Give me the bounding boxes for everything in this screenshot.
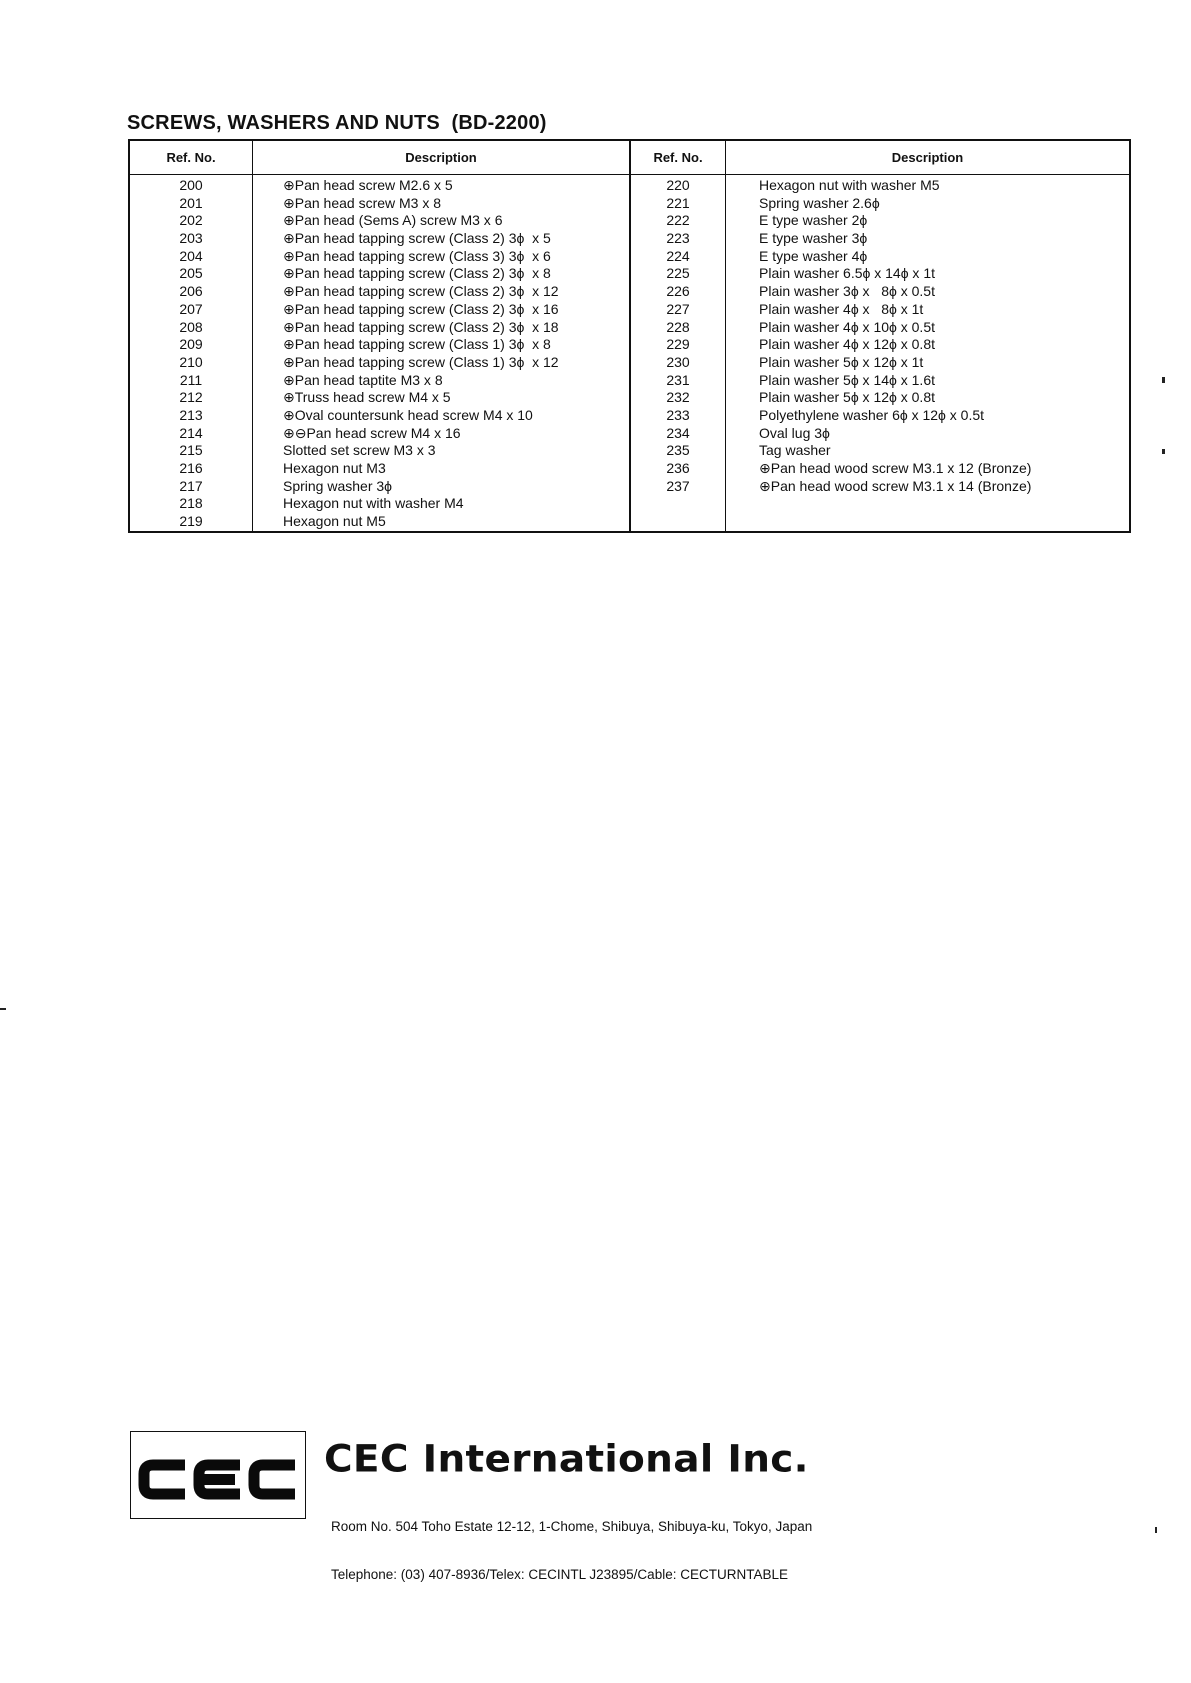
table-row: 203 <box>179 230 203 247</box>
table-row: ⊕Pan head taptite M3 x 8 <box>283 371 443 388</box>
table-row: 236 <box>666 460 690 476</box>
table-row: 205 <box>179 265 203 282</box>
table-row: 223 <box>666 230 690 247</box>
table-row: Slotted set screw M3 x 3 <box>283 442 436 459</box>
table-row: ⊕Truss head screw M4 x 5 <box>283 389 451 406</box>
table-row: ⊕⊖Pan head screw M4 x 16 <box>283 424 461 441</box>
table-row: 232 <box>666 389 690 406</box>
table-row: Plain washer 5ϕ x 14ϕ x 1.6t <box>759 371 935 388</box>
ref-no-header-right: Ref. No. <box>631 141 725 175</box>
table-row: Plain washer 5ϕ x 12ϕ x 0.8t <box>759 389 935 406</box>
table-row: 214 <box>179 424 203 441</box>
scan-speck <box>1162 449 1165 454</box>
table-row: 211 <box>179 371 203 388</box>
table-row: E type washer 3ϕ <box>759 230 868 247</box>
table-row: ⊕Pan head wood screw M3.1 x 12 (Bronze) <box>759 460 1032 476</box>
description-column-left <box>253 141 631 531</box>
table-row: ⊕Pan head tapping screw (Class 1) 3ϕ x 12 <box>283 353 559 370</box>
scan-speck <box>1155 1527 1157 1533</box>
description-list-left <box>253 175 629 531</box>
cec-logo-icon <box>131 1432 304 1517</box>
cec-logo <box>130 1431 306 1519</box>
table-row: 220 <box>666 177 690 193</box>
table-row: 200 <box>179 177 203 193</box>
table-row: 215 <box>179 442 203 459</box>
ref-no-header-left: Ref. No. <box>130 141 252 175</box>
table-row: ⊕Pan head tapping screw (Class 2) 3ϕ x 5 <box>283 230 551 247</box>
page-title: SCREWS, WASHERS AND NUTS (BD-2200) <box>127 112 547 134</box>
table-row: ⊕Pan head wood screw M3.1 x 14 (Bronze) <box>759 477 1032 494</box>
table-row: ⊕Pan head tapping screw (Class 2) 3ϕ x 16 <box>283 300 559 317</box>
table-row: E type washer 4ϕ <box>759 247 868 264</box>
table-row: Plain washer 6.5ϕ x 14ϕ x 1t <box>759 265 935 282</box>
table-row: Plain washer 4ϕ x 10ϕ x 0.5t <box>759 318 935 335</box>
table-row: 227 <box>666 300 690 317</box>
table-row: Polyethylene washer 6ϕ x 12ϕ x 0.5t <box>759 406 985 423</box>
table-row: 206 <box>179 283 203 300</box>
table-row: 201 <box>179 194 203 211</box>
table-row: 235 <box>666 442 690 459</box>
ref-no-list-right <box>631 175 725 495</box>
table-row: 202 <box>179 212 203 229</box>
table-row: Plain washer 4ϕ x 12ϕ x 0.8t <box>759 336 935 353</box>
table-row: 207 <box>179 300 203 317</box>
table-row: Plain washer 3ϕ x 8ϕ x 0.5t <box>759 283 935 300</box>
table-row: Spring washer 3ϕ <box>283 477 393 494</box>
table-row: 224 <box>666 247 690 264</box>
table-row: 218 <box>179 495 203 512</box>
table-row: Spring washer 2.6ϕ <box>759 194 880 211</box>
table-row: 237 <box>666 477 690 494</box>
table-row: Plain washer 4ϕ x 8ϕ x 1t <box>759 300 924 317</box>
description-list-right <box>726 175 1129 495</box>
table-row: Hexagon nut with washer M5 <box>759 177 940 193</box>
table-row: 209 <box>179 336 203 353</box>
ref-no-column-left <box>130 141 253 531</box>
table-row: 219 <box>179 513 203 530</box>
table-row: 216 <box>179 460 203 476</box>
table-row: 229 <box>666 336 690 353</box>
table-row: Hexagon nut M5 <box>283 513 386 530</box>
description-header-left: Description <box>253 141 629 175</box>
company-address <box>331 1487 812 1599</box>
table-row: Hexagon nut M3 <box>283 460 386 476</box>
table-row: E type washer 2ϕ <box>759 212 868 229</box>
table-row: 222 <box>666 212 690 229</box>
table-row: 231 <box>666 371 690 388</box>
table-row: 213 <box>179 406 203 423</box>
table-row: 217 <box>179 477 203 494</box>
description-column-right <box>726 141 1129 531</box>
table-row: ⊕Pan head tapping screw (Class 2) 3ϕ x 12 <box>283 283 559 300</box>
table-row: Hexagon nut with washer M4 <box>283 495 464 512</box>
table-row: 210 <box>179 353 203 370</box>
table-row: Tag washer <box>759 442 831 459</box>
contact-line: Telephone: (03) 407-8936/Telex: CECINTL J23895/Cable: CECTURNTABLE <box>331 1567 788 1582</box>
table-row: 233 <box>666 406 690 423</box>
table-row: 230 <box>666 353 690 370</box>
table-row: Oval lug 3ϕ <box>759 424 830 441</box>
table-row: 204 <box>179 247 203 264</box>
table-row: ⊕Pan head tapping screw (Class 3) 3ϕ x 6 <box>283 247 551 264</box>
table-row: ⊕Pan head (Sems A) screw M3 x 6 <box>283 212 503 229</box>
table-row: 221 <box>666 194 690 211</box>
scan-speck <box>1162 377 1165 383</box>
table-row: 234 <box>666 424 690 441</box>
company-name: CEC International Inc. <box>324 1438 809 1481</box>
table-row: ⊕Pan head tapping screw (Class 1) 3ϕ x 8 <box>283 336 551 353</box>
description-header-right: Description <box>726 141 1129 175</box>
table-row: Plain washer 5ϕ x 12ϕ x 1t <box>759 353 924 370</box>
table-row: 228 <box>666 318 690 335</box>
table-row: ⊕Pan head screw M2.6 x 5 <box>283 177 453 193</box>
ref-no-list-left <box>130 175 252 531</box>
table-row: ⊕Pan head tapping screw (Class 2) 3ϕ x 8 <box>283 265 551 282</box>
table-row: ⊕Oval countersunk head screw M4 x 10 <box>283 406 533 423</box>
table-row: 226 <box>666 283 690 300</box>
scan-speck <box>0 1008 6 1010</box>
address-line: Room No. 504 Toho Estate 12-12, 1-Chome, Shibuya, Shibuya-ku, Tokyo, Japan <box>331 1519 813 1534</box>
parts-table <box>128 139 1131 533</box>
table-row: 225 <box>666 265 690 282</box>
table-row: 208 <box>179 318 203 335</box>
table-row: 212 <box>179 389 203 406</box>
table-row: ⊕Pan head tapping screw (Class 2) 3ϕ x 18 <box>283 318 559 335</box>
ref-no-column-right <box>631 141 726 531</box>
table-row: ⊕Pan head screw M3 x 8 <box>283 194 442 211</box>
